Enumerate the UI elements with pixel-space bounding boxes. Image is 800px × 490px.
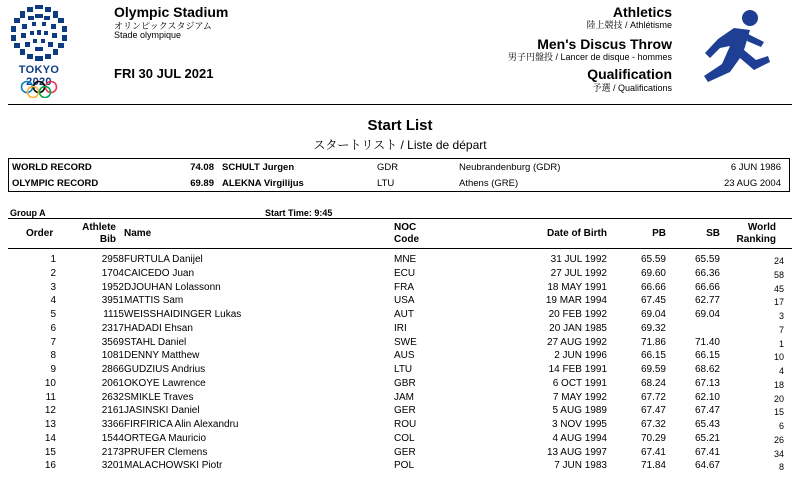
athlete-order: 13 <box>44 419 56 430</box>
athletics-pictogram-icon <box>690 6 775 91</box>
athlete-date-of-birth: 19 MAR 1994 <box>545 295 607 307</box>
table-row <box>8 391 792 405</box>
athlete-order: 14 <box>44 432 56 444</box>
athlete-order: 9 <box>50 364 56 375</box>
table-row <box>8 308 792 322</box>
athlete-noc: GER <box>394 446 416 458</box>
record-holder: SCHULT Jurgen <box>222 162 295 173</box>
athlete-personal-best: 69.59 <box>640 364 666 375</box>
athlete-bib: 3569 <box>101 336 124 348</box>
athlete-personal-best: 71.84 <box>640 460 666 472</box>
athlete-bib: 2173 <box>101 446 124 458</box>
record-label: WORLD RECORD <box>12 162 92 173</box>
record-holder: ALEKNA Virgilijus <box>222 178 304 189</box>
table-row <box>8 418 792 432</box>
athlete-noc: GBR <box>394 377 416 389</box>
column-header-bib <box>68 222 116 246</box>
table-row <box>8 404 792 418</box>
athlete-world-ranking: 34 <box>773 448 784 459</box>
athlete-order: 4 <box>50 295 56 307</box>
athlete-bib: 1704 <box>101 267 124 279</box>
athlete-bib: 2958 <box>101 254 124 265</box>
table-row <box>8 432 792 446</box>
athlete-season-best: 69.04 <box>694 309 720 320</box>
record-noc: GDR <box>377 162 399 173</box>
table-row <box>8 336 792 350</box>
athlete-season-best: 66.36 <box>694 267 720 279</box>
athlete-noc: AUS <box>394 350 415 362</box>
record-date: 6 JUN 1986 <box>730 162 781 173</box>
athlete-season-best: 66.66 <box>694 281 720 293</box>
athlete-personal-best: 67.45 <box>640 295 666 307</box>
column-header-noc-line2: Code <box>394 234 419 245</box>
tokyo-2020-logo <box>8 4 70 99</box>
athlete-name: FURTULA Danijel <box>124 254 203 265</box>
athlete-season-best: 67.13 <box>694 377 720 389</box>
athlete-season-best: 65.43 <box>694 419 720 430</box>
column-header-bib-line2: Bib <box>99 234 116 245</box>
athlete-personal-best: 71.86 <box>640 336 666 348</box>
athlete-world-ranking: 4 <box>778 366 784 376</box>
logo-wordmark: TOKYO 2020 <box>18 64 60 88</box>
athlete-personal-best: 66.66 <box>640 281 666 293</box>
table-row <box>8 349 792 363</box>
athlete-world-ranking: 7 <box>778 324 784 335</box>
athlete-season-best: 65.59 <box>694 254 720 265</box>
athlete-personal-best: 69.60 <box>640 267 666 279</box>
athlete-personal-best: 69.32 <box>640 322 666 334</box>
athlete-world-ranking: 18 <box>773 379 784 390</box>
records-box <box>8 158 790 192</box>
athlete-bib: 3366 <box>101 419 124 430</box>
record-place: Athens (GRE) <box>459 178 519 189</box>
athlete-order: 16 <box>44 460 56 472</box>
athlete-date-of-birth: 3 NOV 1995 <box>551 419 607 430</box>
athlete-date-of-birth: 13 AUG 1997 <box>546 446 607 458</box>
record-mark: 69.89 <box>190 178 214 189</box>
athlete-world-ranking: 10 <box>773 352 784 363</box>
athlete-bib: 2866 <box>101 364 124 375</box>
athlete-world-ranking: 58 <box>773 269 784 280</box>
athlete-season-best: 65.21 <box>694 432 720 444</box>
record-label: OLYMPIC RECORD <box>12 178 99 189</box>
athlete-season-best: 62.77 <box>694 295 720 307</box>
athlete-name: ORTEGA Mauricio <box>124 432 207 444</box>
athlete-world-ranking: 3 <box>778 311 784 321</box>
athlete-personal-best: 68.24 <box>640 377 666 389</box>
athlete-season-best: 68.62 <box>694 364 720 375</box>
athlete-name: JASINSKI Daniel <box>124 405 200 417</box>
table-row <box>8 322 792 336</box>
athlete-bib: 1081 <box>101 350 124 362</box>
athlete-date-of-birth: 20 FEB 1992 <box>548 309 607 320</box>
athlete-name: WEISSHAIDINGER Lukas <box>124 309 242 320</box>
athlete-date-of-birth: 14 FEB 1991 <box>548 364 607 375</box>
athlete-personal-best: 67.32 <box>640 419 666 430</box>
athlete-world-ranking: 24 <box>773 256 784 266</box>
athlete-bib: 1544 <box>101 432 124 444</box>
athlete-order: 8 <box>50 350 56 362</box>
table-row <box>8 281 792 295</box>
athlete-order: 7 <box>50 336 56 348</box>
athlete-bib: 3201 <box>101 460 124 472</box>
athlete-season-best: 64.67 <box>694 460 720 472</box>
table-row <box>8 459 792 473</box>
athlete-world-ranking: 15 <box>773 407 784 418</box>
table-row <box>8 377 792 391</box>
athlete-world-ranking: 45 <box>773 283 784 294</box>
athlete-date-of-birth: 6 OCT 1991 <box>552 377 607 389</box>
venue-title: Olympic Stadium <box>114 4 229 20</box>
column-header-ranking-line1: World <box>747 222 776 233</box>
start-time: Start Time: 9:45 <box>265 208 333 218</box>
sport-subtitle: 陸上競技 / Athlétisme <box>586 20 672 30</box>
event-subtitle: 男子円盤投 / Lancer de disque - hommes <box>507 52 672 62</box>
athlete-personal-best: 69.04 <box>640 309 666 320</box>
athlete-personal-best: 67.72 <box>640 391 666 403</box>
column-header-dob: Date of Birth <box>547 228 607 239</box>
athlete-noc: LTU <box>394 364 413 375</box>
world-record-row <box>9 159 789 175</box>
venue-title-japanese: オリンピックスタジアム <box>114 21 212 31</box>
table-row <box>8 363 792 377</box>
athlete-noc: GER <box>394 405 416 417</box>
athlete-personal-best: 70.29 <box>640 432 666 444</box>
record-date: 23 AUG 2004 <box>723 178 781 189</box>
header-divider <box>8 104 792 105</box>
column-header-noc <box>394 222 419 246</box>
sport-title: Athletics <box>612 4 672 20</box>
table-row <box>8 253 792 267</box>
olympic-record-row <box>9 175 789 191</box>
athlete-world-ranking: 6 <box>778 421 784 431</box>
athlete-order: 5 <box>50 309 56 320</box>
athlete-order: 10 <box>44 377 56 389</box>
table-row <box>8 294 792 308</box>
athlete-bib: 2161 <box>101 405 124 417</box>
athlete-name: STAHL Daniel <box>124 336 187 348</box>
athlete-noc: JAM <box>394 391 414 403</box>
olympic-rings-icon <box>19 80 59 98</box>
athlete-order: 12 <box>44 405 56 417</box>
athlete-name: SMIKLE Traves <box>124 391 194 403</box>
column-header-name: Name <box>124 228 152 239</box>
athlete-date-of-birth: 7 JUN 1983 <box>554 460 607 472</box>
athlete-name: MATTIS Sam <box>124 295 184 307</box>
athlete-name: DJOUHAN Lolassonn <box>124 281 221 293</box>
document-subtitle: スタートリスト / Liste de départ <box>313 138 487 152</box>
athlete-bib: 3951 <box>101 295 124 307</box>
athlete-noc: ROU <box>394 419 417 430</box>
event-title: Men's Discus Throw <box>537 36 672 52</box>
athlete-world-ranking: 17 <box>773 297 784 308</box>
column-header-ranking <box>726 222 776 246</box>
tokyo-2020-emblem-icon <box>8 4 70 62</box>
column-header-noc-line1: NOC <box>394 222 417 233</box>
athlete-bib: 1952 <box>101 281 124 293</box>
athlete-order: 1 <box>50 254 56 265</box>
athlete-world-ranking: 8 <box>778 462 784 473</box>
athlete-name: PRUFER Clemens <box>124 446 208 458</box>
athlete-name: FIRFIRICA Alin Alexandru <box>124 419 239 430</box>
athlete-date-of-birth: 20 JAN 1985 <box>549 322 607 334</box>
athlete-date-of-birth: 4 AUG 1994 <box>552 432 607 444</box>
athlete-name: MALACHOWSKI Piotr <box>124 460 223 472</box>
athlete-date-of-birth: 7 MAY 1992 <box>552 391 607 403</box>
athlete-bib: 2632 <box>101 391 124 403</box>
table-header-top-rule <box>8 218 792 219</box>
phase-subtitle: 予選 / Qualifications <box>592 83 672 93</box>
athlete-bib: 2317 <box>101 322 124 334</box>
athlete-name: HADADI Ehsan <box>124 322 193 334</box>
athlete-date-of-birth: 5 AUG 1989 <box>552 405 607 417</box>
athlete-bib: 2061 <box>101 377 124 389</box>
athlete-order: 3 <box>50 281 56 293</box>
record-place: Neubrandenburg (GDR) <box>459 162 561 173</box>
athlete-season-best: 67.41 <box>694 446 720 458</box>
athlete-date-of-birth: 2 JUN 1996 <box>554 350 607 362</box>
athlete-date-of-birth: 27 AUG 1992 <box>546 336 607 348</box>
athlete-noc: POL <box>394 460 415 472</box>
column-header-order: Order <box>26 228 54 239</box>
athlete-personal-best: 66.15 <box>640 350 666 362</box>
document-title: Start List <box>367 117 433 134</box>
athlete-personal-best: 65.59 <box>640 254 666 265</box>
phase-title: Qualification <box>587 66 672 82</box>
athlete-noc: COL <box>394 432 415 444</box>
athlete-date-of-birth: 18 MAY 1991 <box>547 281 607 293</box>
athlete-personal-best: 67.47 <box>640 405 666 417</box>
column-header-sb: SB <box>706 228 720 239</box>
column-header-pb: PB <box>652 228 666 239</box>
athlete-noc: IRI <box>394 322 407 334</box>
table-row <box>8 446 792 460</box>
column-header-bib-line1: Athlete <box>82 222 116 233</box>
athlete-order: 15 <box>44 446 56 458</box>
athlete-noc: AUT <box>394 309 414 320</box>
athlete-order: 2 <box>50 267 56 279</box>
athlete-noc: FRA <box>394 281 414 293</box>
athlete-world-ranking: 26 <box>773 434 784 445</box>
athlete-world-ranking: 20 <box>773 393 784 404</box>
athlete-noc: USA <box>394 295 415 307</box>
athlete-world-ranking: 1 <box>778 338 784 349</box>
athlete-date-of-birth: 27 JUL 1992 <box>550 267 607 279</box>
venue-title-french: Stade olympique <box>114 30 182 40</box>
athlete-personal-best: 67.41 <box>640 446 666 458</box>
event-date: FRI 30 JUL 2021 <box>114 66 214 81</box>
athlete-season-best: 71.40 <box>694 336 720 348</box>
group-label: Group A <box>10 208 46 218</box>
table-row <box>8 267 792 281</box>
athlete-noc: SWE <box>394 336 417 348</box>
athlete-name: GUDZIUS Andrius <box>124 364 206 375</box>
athlete-date-of-birth: 31 JUL 1992 <box>550 254 607 265</box>
athlete-season-best: 62.10 <box>694 391 720 403</box>
athlete-bib: 1115 <box>103 309 124 320</box>
athlete-noc: ECU <box>394 267 416 279</box>
athlete-season-best: 66.15 <box>694 350 720 362</box>
athlete-name: OKOYE Lawrence <box>124 377 206 389</box>
record-mark: 74.08 <box>190 162 214 173</box>
athlete-name: CAICEDO Juan <box>124 267 195 279</box>
athlete-order: 11 <box>45 391 56 403</box>
table-header-bottom-rule <box>8 248 792 249</box>
athlete-noc: MNE <box>394 254 417 265</box>
athlete-order: 6 <box>50 322 56 334</box>
record-noc: LTU <box>377 178 395 189</box>
column-header-ranking-line2: Ranking <box>736 234 776 245</box>
athlete-season-best: 67.47 <box>694 405 720 417</box>
athlete-name: DENNY Matthew <box>124 350 200 362</box>
